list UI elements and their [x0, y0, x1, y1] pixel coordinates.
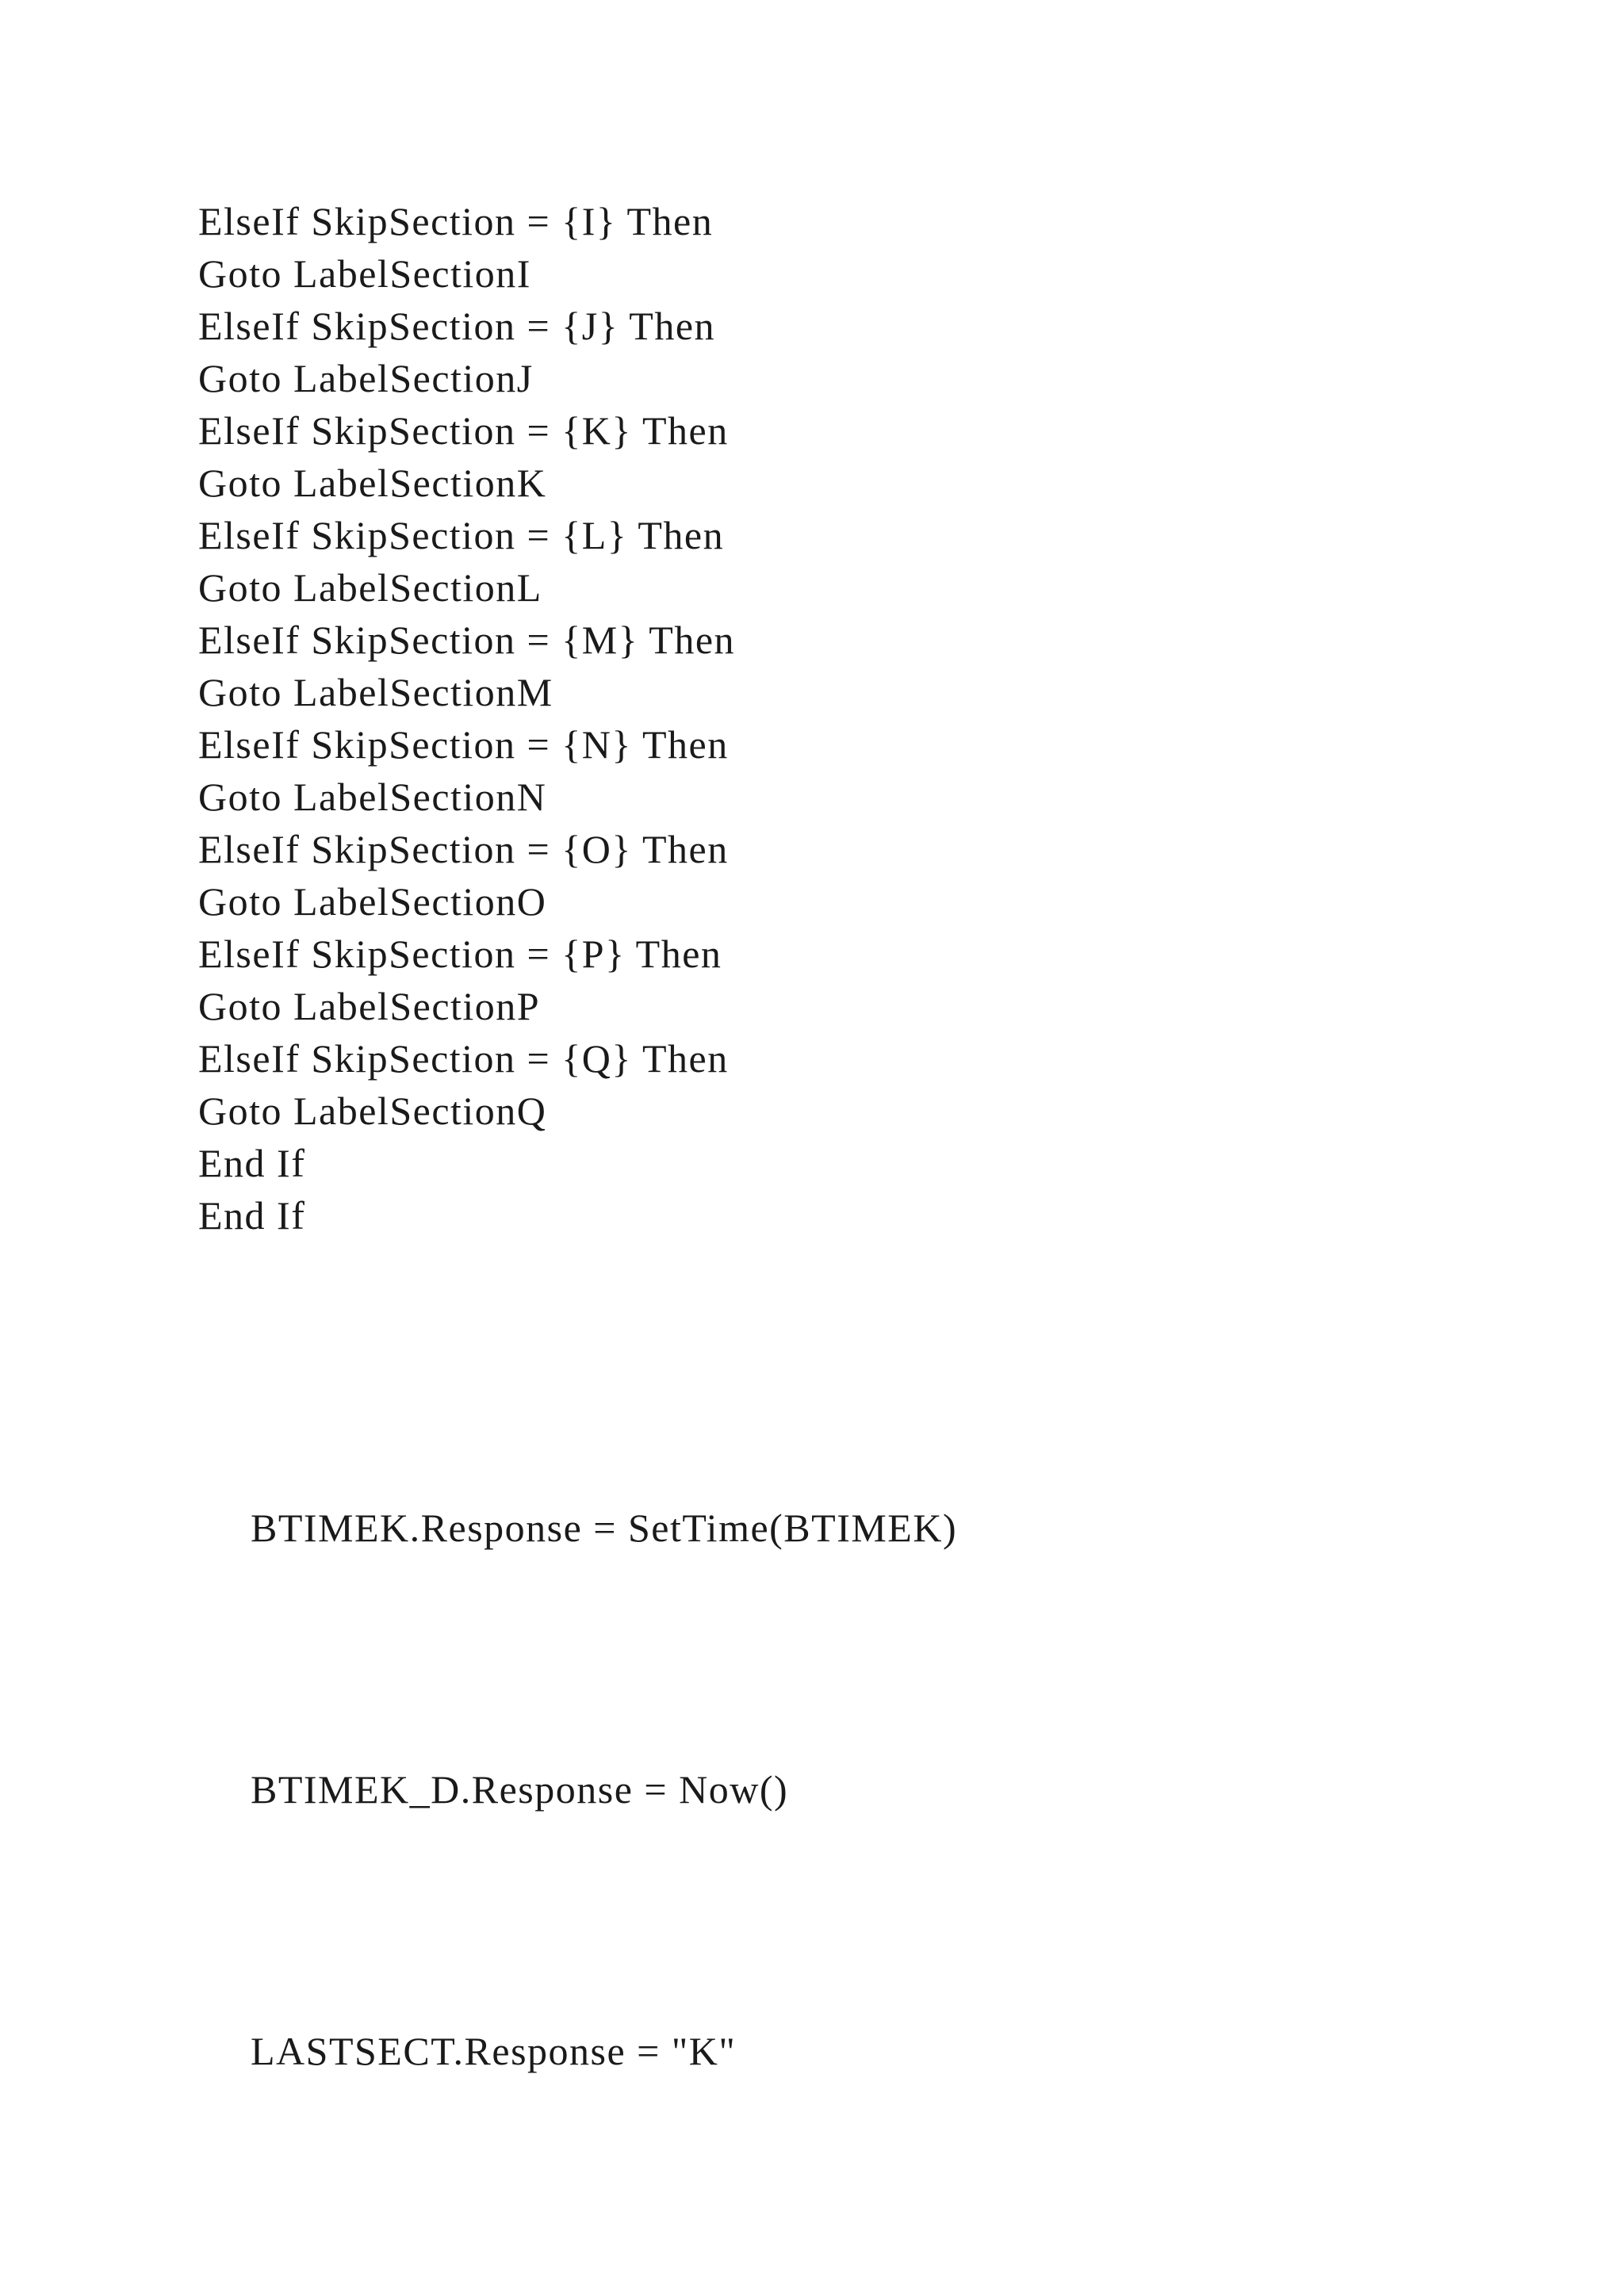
code-line: ElseIf SkipSection = {L} Then — [198, 513, 725, 557]
code-line: Goto LabelSectionI — [198, 251, 531, 296]
code-line: Goto LabelSectionN — [198, 775, 547, 819]
code-line: ElseIf SkipSection = {J} Then — [198, 304, 716, 348]
code-line: ElseIf SkipSection = {I} Then — [198, 199, 714, 243]
btimek-response-statement: BTIMEK.Response = SetTime(BTIMEK) — [251, 1506, 958, 1550]
code-line: ElseIf SkipSection = {O} Then — [198, 827, 729, 871]
code-line: Goto LabelSectionJ — [198, 356, 534, 400]
code-line: Goto LabelSectionL — [198, 565, 542, 610]
code-line: End If — [198, 1141, 306, 1185]
lastsect-response-statement: LASTSECT.Response = "K" — [251, 2029, 737, 2073]
code-block — [198, 195, 735, 1242]
btimek-d-response-statement: BTIMEK_D.Response = Now() — [251, 1767, 789, 1812]
code-line: Goto LabelSectionK — [198, 461, 547, 505]
code-line: End If — [198, 1193, 306, 1238]
code-line: Goto LabelSectionP — [198, 984, 541, 1028]
code-line: Goto LabelSectionQ — [198, 1089, 547, 1133]
code-line: Goto LabelSectionM — [198, 670, 553, 714]
code-line: ElseIf SkipSection = {N} Then — [198, 722, 729, 767]
code-line: ElseIf SkipSection = {K} Then — [198, 408, 729, 453]
code-line: ElseIf SkipSection = {P} Then — [198, 932, 722, 976]
code-line: ElseIf SkipSection = {M} Then — [198, 618, 736, 662]
code-line: ElseIf SkipSection = {Q} Then — [198, 1036, 729, 1081]
code-line: Goto LabelSectionO — [198, 879, 547, 924]
